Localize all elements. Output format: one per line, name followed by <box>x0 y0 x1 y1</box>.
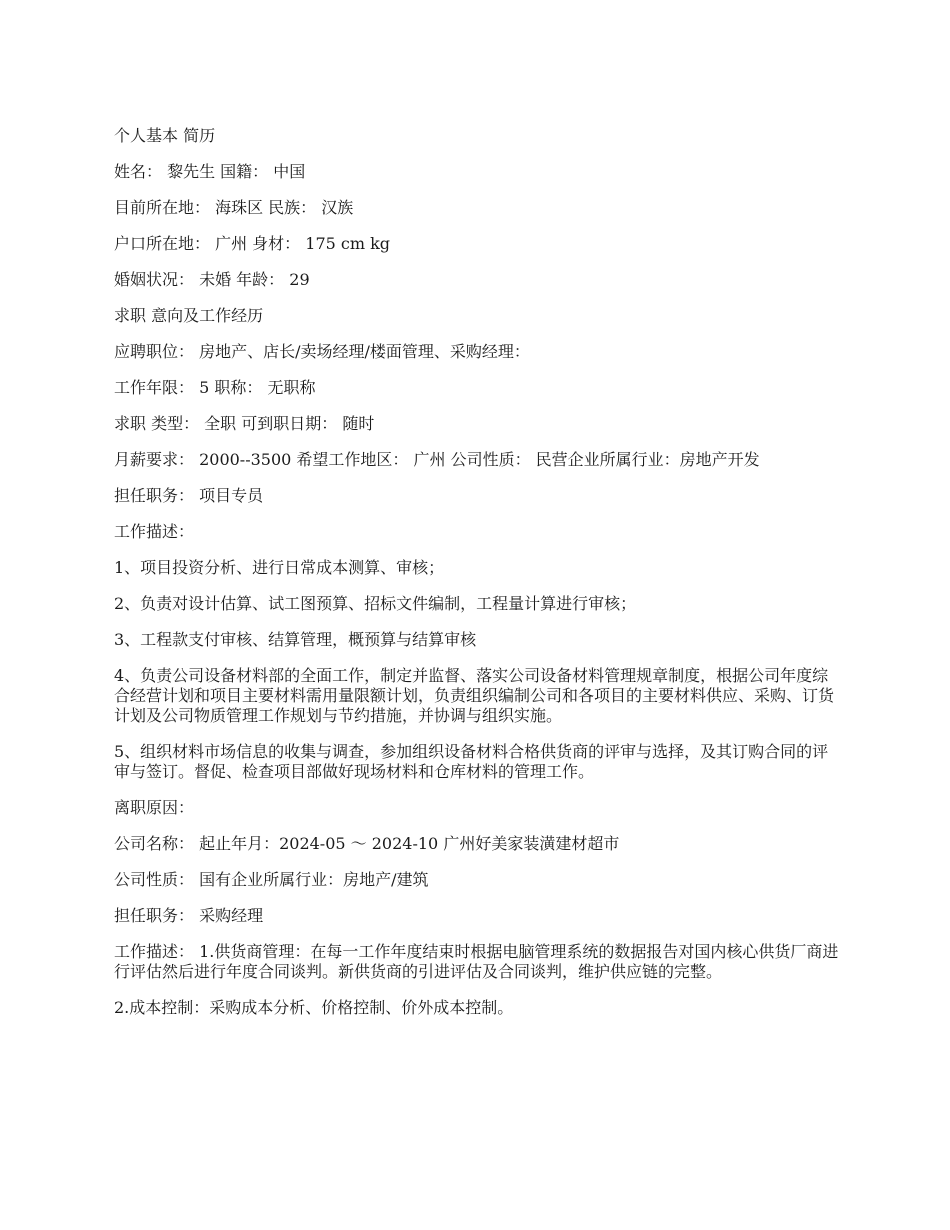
cost-control-line: 2.成本控制：采购成本分析、价格控制、价外成本控制。 <box>114 998 514 1017</box>
duty-item-4: 4、负责公司设备材料部的全面工作，制定并监督、落实公司设备材料管理规章制度，根据公司年度综合经营计划和项目主要材料需用量限额计划，负责组织编制公司和各项目的主要材料供应、采购、订货计划及公司物质管理工作规划与节约措施，并协调与组织实施。 <box>114 666 835 725</box>
job-description-2: 工作描述： 1.供货商管理：在每一工作年度结束时根据电脑管理系统的数据报告对国内核心供货厂商进行评估然后进行年度合同谈判。新供货商的引进评估及合同谈判，维护供应链的完整。 <box>114 942 839 981</box>
marital-age-line: 婚姻状况： 未婚 年龄： 29 <box>114 270 310 289</box>
leave-reason-line: 离职原因： <box>114 798 195 817</box>
doc-title: 个人基本 简历 <box>114 126 216 145</box>
duty-item-3: 3、工程款支付审核、结算管理，概预算与结算审核 <box>114 630 477 649</box>
name-nationality-line: 姓名： 黎先生 国籍： 中国 <box>114 162 306 181</box>
company-name-line: 公司名称： 起止年月：2024-05 ～ 2024-10 广州好美家装潢建材超市 <box>114 834 620 853</box>
section-heading-intent: 求职 意向及工作经历 <box>114 306 264 325</box>
job-type-line: 求职 类型： 全职 可到职日期： 随时 <box>114 414 375 433</box>
duty-item-1: 1、项目投资分析、进行日常成本测算、审核； <box>114 558 445 577</box>
role-line-2: 担任职务： 采购经理 <box>114 906 264 925</box>
position-applied-line: 应聘职位： 房地产、店长/卖场经理/楼面管理、采购经理： <box>114 342 530 361</box>
role-line-1: 担任职务： 项目专员 <box>114 486 264 505</box>
salary-area-line: 月薪要求： 2000--3500 希望工作地区： 广州 公司性质： 民营企业所属行业：房地产开发 <box>114 450 760 469</box>
job-description-heading: 工作描述： <box>114 522 195 541</box>
company-type-line: 公司性质： 国有企业所属行业：房地产/建筑 <box>114 870 429 889</box>
years-title-line: 工作年限： 5 职称： 无职称 <box>114 378 316 397</box>
duty-item-2: 2、负责对设计估算、试工图预算、招标文件编制，工程量计算进行审核； <box>114 594 637 613</box>
location-ethnicity-line: 目前所在地： 海珠区 民族： 汉族 <box>114 198 354 217</box>
duty-item-5: 5、组织材料市场信息的收集与调查，参加组织设备材料合格供货商的评审与选择，及其订购合同的评审与签订。督促、检查项目部做好现场材料和仓库材料的管理工作。 <box>114 742 829 781</box>
hukou-height-line: 户口所在地： 广州 身材： 175 cm kg <box>114 234 391 253</box>
resume-body <box>114 126 840 1034</box>
